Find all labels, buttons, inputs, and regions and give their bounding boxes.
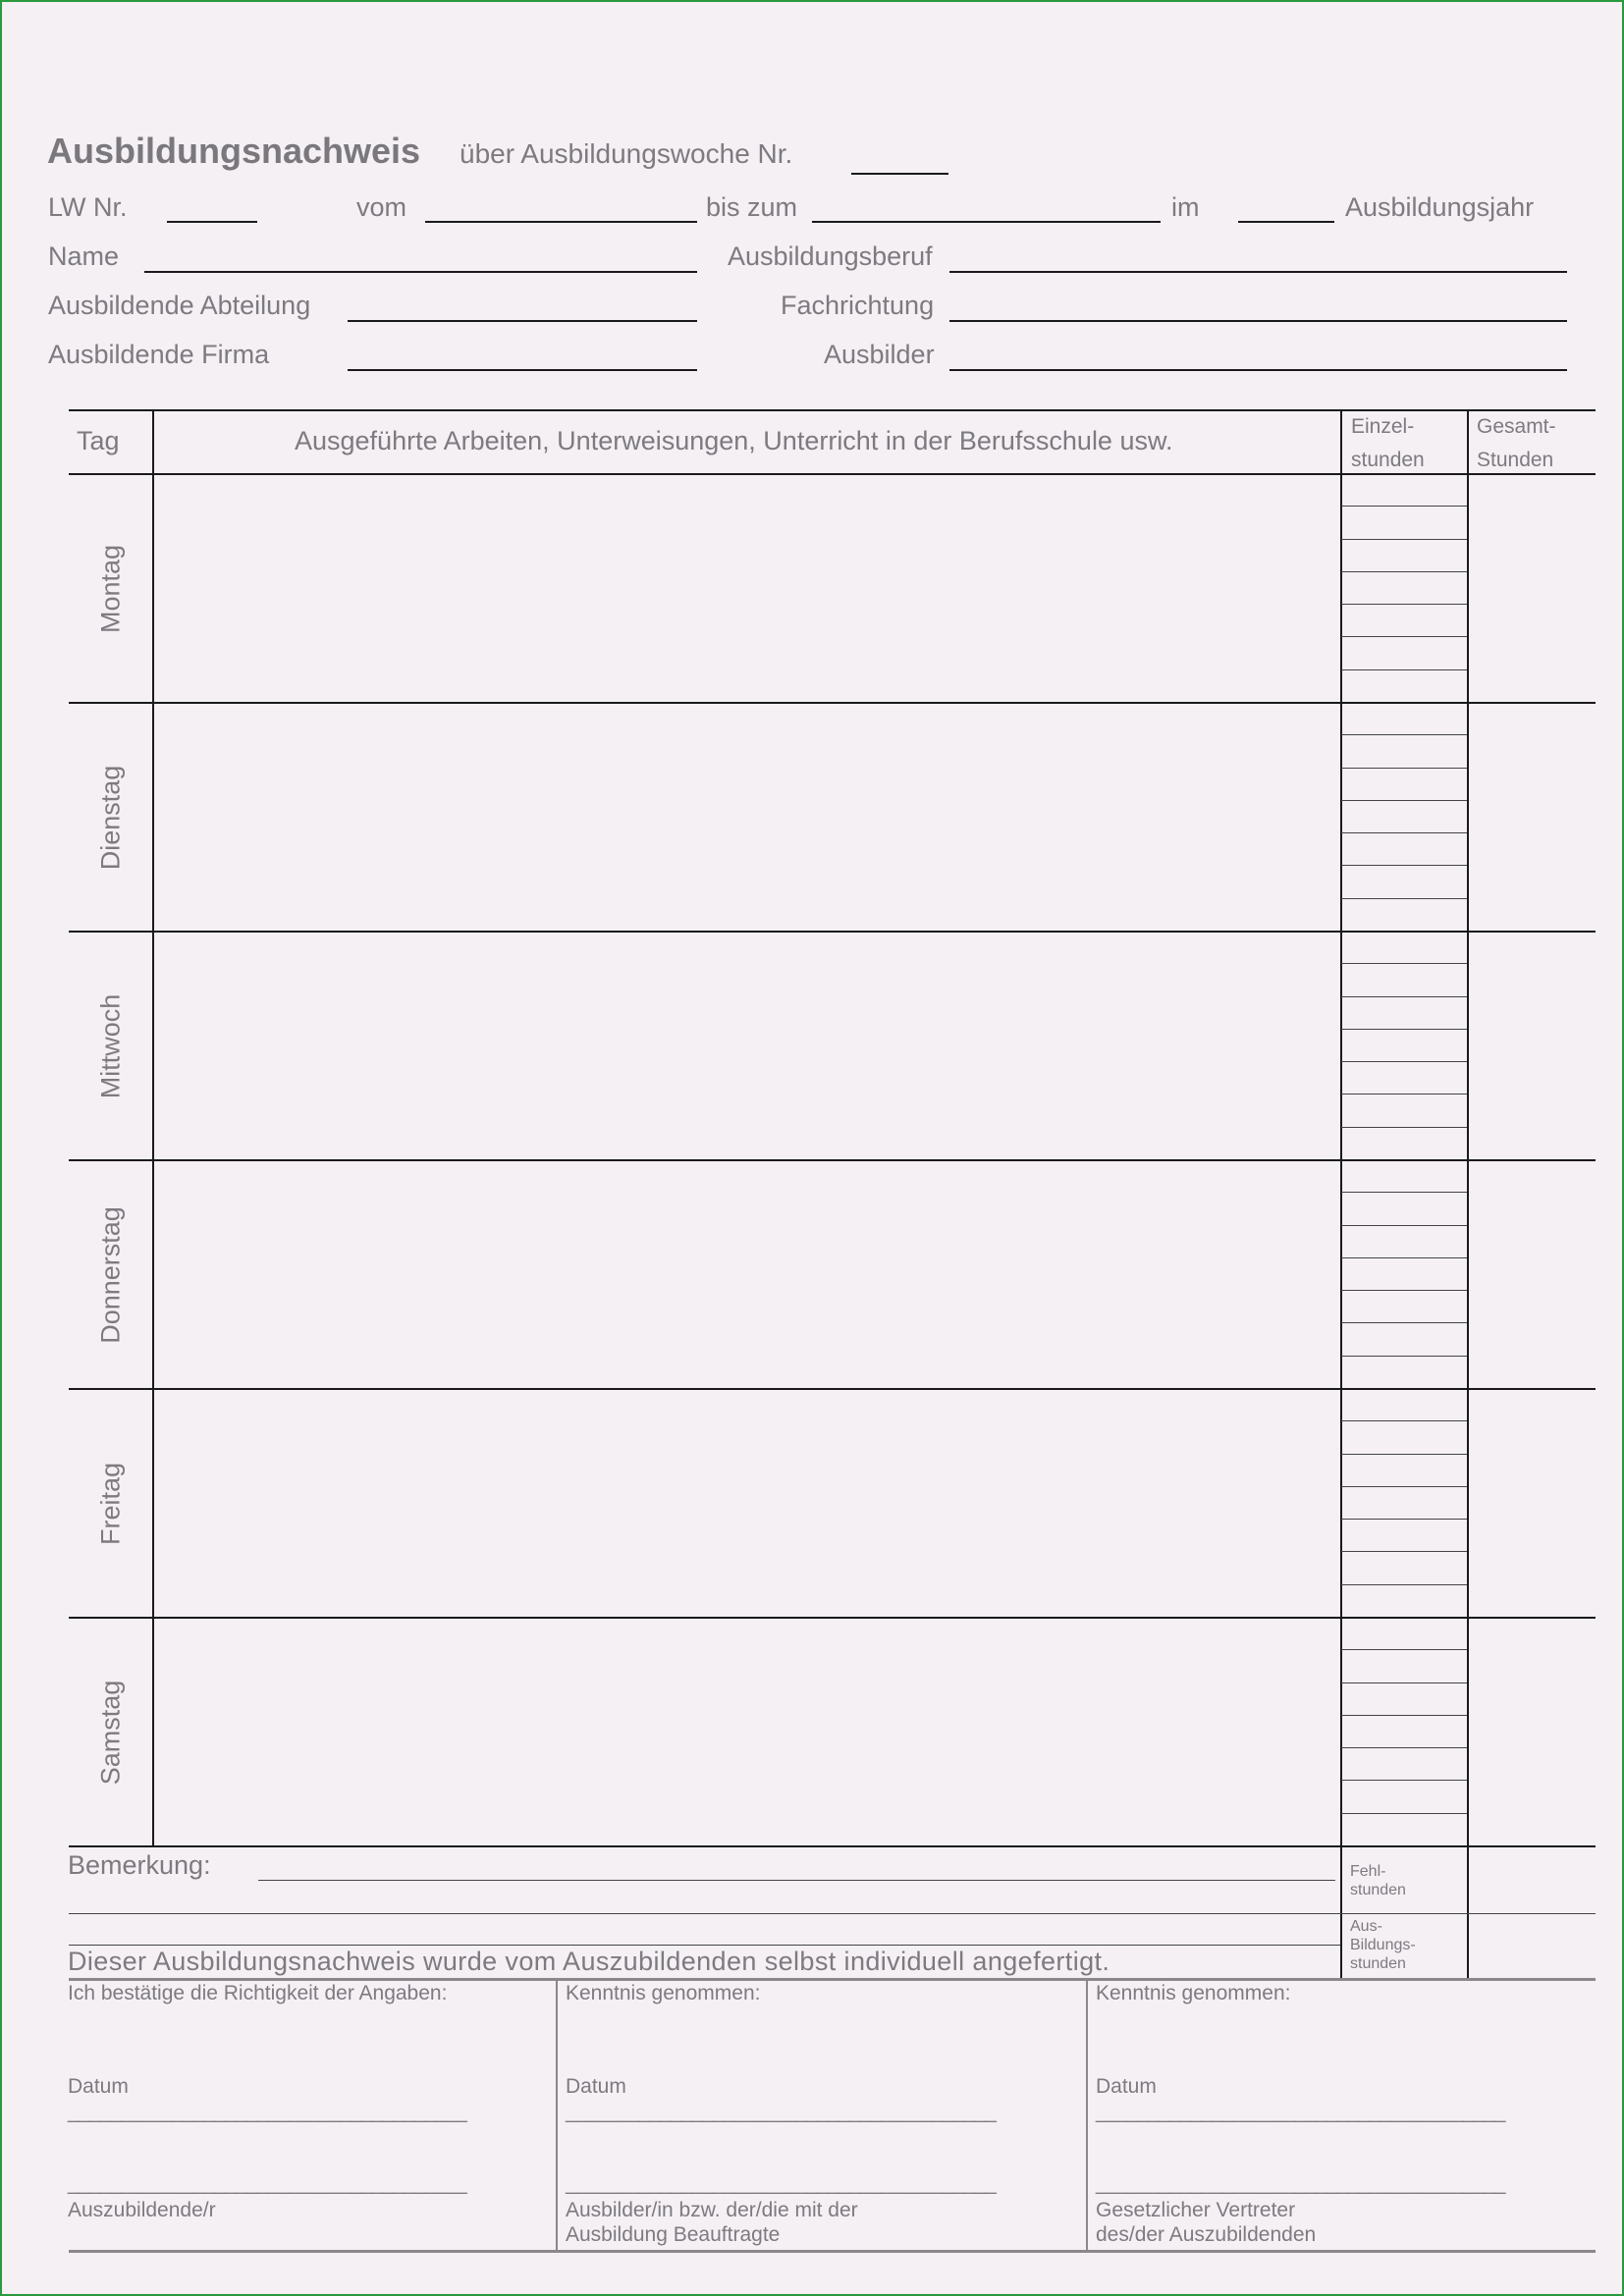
signature-bottom-border bbox=[69, 2250, 1596, 2253]
einzelstunden-slot-line bbox=[1341, 1519, 1467, 1520]
col1-datum-line[interactable]: ______________________________________ bbox=[68, 2101, 466, 2123]
statement-text: Dieser Ausbildungsnachweis wurde vom Auszubildenden selbst individuell angefertigt. bbox=[68, 1947, 1110, 1976]
einzelstunden-slot-line bbox=[1341, 865, 1467, 866]
bemerkung-label: Bemerkung: bbox=[68, 1850, 211, 1880]
einzelstunden-slot-line bbox=[1341, 1029, 1467, 1030]
einzelstunden-slot-line bbox=[1341, 1551, 1467, 1552]
einzelstunden-slot-line bbox=[1341, 963, 1467, 964]
fehl-divider bbox=[1340, 1913, 1596, 1914]
day-label-mittwoch: Mittwoch bbox=[95, 993, 126, 1098]
document-subtitle: über Ausbildungswoche Nr. bbox=[460, 138, 793, 169]
day-label-dienstag: Dienstag bbox=[95, 765, 126, 870]
einzelstunden-slot-line bbox=[1341, 1454, 1467, 1455]
firma-field[interactable] bbox=[348, 369, 697, 371]
day-label-samstag: Samstag bbox=[95, 1680, 126, 1785]
bis-zum-label: bis zum bbox=[706, 192, 798, 222]
einzelstunden-slot-line bbox=[1341, 1356, 1467, 1357]
name-field[interactable] bbox=[144, 271, 697, 273]
lw-nr-label: LW Nr. bbox=[48, 192, 128, 222]
col2-heading: Kenntnis genommen: bbox=[566, 1982, 761, 2004]
ausbilder-label: Ausbilder bbox=[824, 340, 935, 369]
document-title: Ausbildungsnachweis bbox=[47, 131, 421, 171]
einzelstunden-slot-line bbox=[1341, 1094, 1467, 1095]
ausbildungsberuf-label: Ausbildungsberuf bbox=[728, 241, 933, 271]
col3-datum-line[interactable]: _______________________________________ bbox=[1096, 2101, 1505, 2123]
einzelstunden-slot-line bbox=[1341, 1715, 1467, 1716]
ausbildungsberuf-field[interactable] bbox=[949, 271, 1567, 273]
day-label-donnerstag: Donnerstag bbox=[95, 1205, 126, 1344]
table-top-border bbox=[69, 409, 1596, 411]
col3-signature-line[interactable]: _______________________________________ bbox=[1096, 2172, 1505, 2195]
ausbilder-field[interactable] bbox=[949, 369, 1567, 371]
aus-label-2: Bildungs- bbox=[1350, 1937, 1416, 1953]
day-label-montag: Montag bbox=[95, 544, 126, 633]
col-tag-header: Tag bbox=[77, 426, 120, 455]
signature-divider-1 bbox=[556, 1979, 558, 2250]
col1-signature-label: Auszubildende/r bbox=[68, 2199, 216, 2221]
einzelstunden-slot-line bbox=[1341, 1290, 1467, 1291]
col3-heading: Kenntnis genommen: bbox=[1096, 1982, 1291, 2004]
col-gesamt-header-2: Stunden bbox=[1477, 449, 1554, 471]
work-entry-donnerstag[interactable] bbox=[154, 1161, 1339, 1387]
abteilung-field[interactable] bbox=[348, 320, 697, 322]
einzelstunden-slot-line bbox=[1341, 800, 1467, 801]
einzelstunden-slot-line bbox=[1341, 1682, 1467, 1683]
firma-label: Ausbildende Firma bbox=[48, 340, 270, 369]
col1-signature-line[interactable]: ______________________________________ bbox=[68, 2172, 466, 2195]
einzelstunden-slot-line bbox=[1341, 1780, 1467, 1781]
col2-signature-line[interactable]: _________________________________________ bbox=[566, 2172, 996, 2195]
work-entry-montag[interactable] bbox=[154, 475, 1339, 701]
col-einzel-header-2: stunden bbox=[1351, 449, 1425, 471]
einzelstunden-slot-line bbox=[1341, 898, 1467, 899]
aus-label-1: Aus- bbox=[1350, 1918, 1382, 1935]
einzelstunden-slot-line bbox=[1341, 1322, 1467, 1323]
day-label-freitag: Freitag bbox=[95, 1462, 126, 1545]
einzelstunden-slot-line bbox=[1341, 1649, 1467, 1650]
einzelstunden-slot-line bbox=[1341, 832, 1467, 833]
einzelstunden-slot-line bbox=[1341, 1257, 1467, 1258]
col1-datum: Datum bbox=[68, 2075, 129, 2098]
bemerkung-field-2[interactable] bbox=[69, 1913, 1340, 1914]
name-label: Name bbox=[48, 241, 120, 271]
einzelstunden-slot-line bbox=[1341, 734, 1467, 735]
vom-label: vom bbox=[356, 192, 407, 222]
bemerkung-field-3[interactable] bbox=[69, 1945, 1340, 1946]
col2-signature-label-1: Ausbilder/in bzw. der/die mit der bbox=[566, 2199, 858, 2221]
einzelstunden-slot-line bbox=[1341, 1420, 1467, 1421]
einzelstunden-slot-line bbox=[1341, 1584, 1467, 1585]
work-entry-samstag[interactable] bbox=[154, 1619, 1339, 1844]
fehl-label-2: stunden bbox=[1350, 1882, 1406, 1898]
col-arbeiten-header: Ausgeführte Arbeiten, Unterweisungen, Unterricht in der Berufsschule usw. bbox=[295, 426, 1173, 455]
jahr-field[interactable] bbox=[1238, 221, 1334, 223]
einzelstunden-slot-line bbox=[1341, 506, 1467, 507]
einzelstunden-slot-line bbox=[1341, 768, 1467, 769]
woche-nr-field[interactable] bbox=[851, 173, 948, 175]
einzelstunden-slot-line bbox=[1341, 1127, 1467, 1128]
work-entry-dienstag[interactable] bbox=[154, 704, 1339, 930]
einzelstunden-slot-line bbox=[1341, 669, 1467, 670]
col-gesamt-header-1: Gesamt- bbox=[1477, 415, 1556, 438]
einzelstunden-slot-line bbox=[1341, 571, 1467, 572]
signature-top-border bbox=[69, 1978, 1596, 1981]
col3-signature-label-2: des/der Auszubildenden bbox=[1096, 2223, 1317, 2246]
einzelstunden-slot-line bbox=[1341, 1061, 1467, 1062]
col3-datum: Datum bbox=[1096, 2075, 1157, 2098]
einzelstunden-slot-line bbox=[1341, 1813, 1467, 1814]
bemerkung-field[interactable] bbox=[258, 1880, 1335, 1881]
abteilung-label: Ausbildende Abteilung bbox=[48, 291, 311, 320]
signature-divider-2 bbox=[1086, 1979, 1088, 2250]
col1-heading: Ich bestätige die Richtigkeit der Angaben: bbox=[68, 1982, 448, 2004]
gesamt-column-border bbox=[1467, 409, 1469, 1978]
lw-nr-field[interactable] bbox=[167, 221, 257, 223]
work-entry-mittwoch[interactable] bbox=[154, 933, 1339, 1158]
work-entry-freitag[interactable] bbox=[154, 1390, 1339, 1616]
einzelstunden-slot-line bbox=[1341, 1192, 1467, 1193]
vom-field[interactable] bbox=[425, 221, 697, 223]
aus-label-3: stunden bbox=[1350, 1955, 1406, 1972]
col2-signature-label-2: Ausbildung Beauftragte bbox=[566, 2223, 781, 2246]
day-row-border-samstag bbox=[69, 1845, 1596, 1847]
einzelstunden-slot-line bbox=[1341, 636, 1467, 637]
einzelstunden-slot-line bbox=[1341, 1747, 1467, 1748]
col3-signature-label-1: Gesetzlicher Vertreter bbox=[1096, 2199, 1296, 2221]
im-label: im bbox=[1171, 192, 1200, 222]
ausbildungsjahr-label: Ausbildungsjahr bbox=[1345, 192, 1535, 222]
einzelstunden-slot-line bbox=[1341, 1225, 1467, 1226]
col-einzel-header-1: Einzel- bbox=[1351, 415, 1415, 438]
einzelstunden-slot-line bbox=[1341, 996, 1467, 997]
bis-zum-field[interactable] bbox=[812, 221, 1161, 223]
col2-datum-line[interactable]: _________________________________________ bbox=[566, 2101, 996, 2123]
fachrichtung-field[interactable] bbox=[949, 320, 1567, 322]
fehl-label-1: Fehl- bbox=[1350, 1863, 1386, 1880]
einzelstunden-slot-line bbox=[1341, 604, 1467, 605]
col2-datum: Datum bbox=[566, 2075, 626, 2098]
einzelstunden-slot-line bbox=[1341, 1486, 1467, 1487]
fachrichtung-label: Fachrichtung bbox=[781, 291, 935, 320]
einzelstunden-slot-line bbox=[1341, 539, 1467, 540]
einzel-column-border bbox=[1340, 409, 1342, 1978]
